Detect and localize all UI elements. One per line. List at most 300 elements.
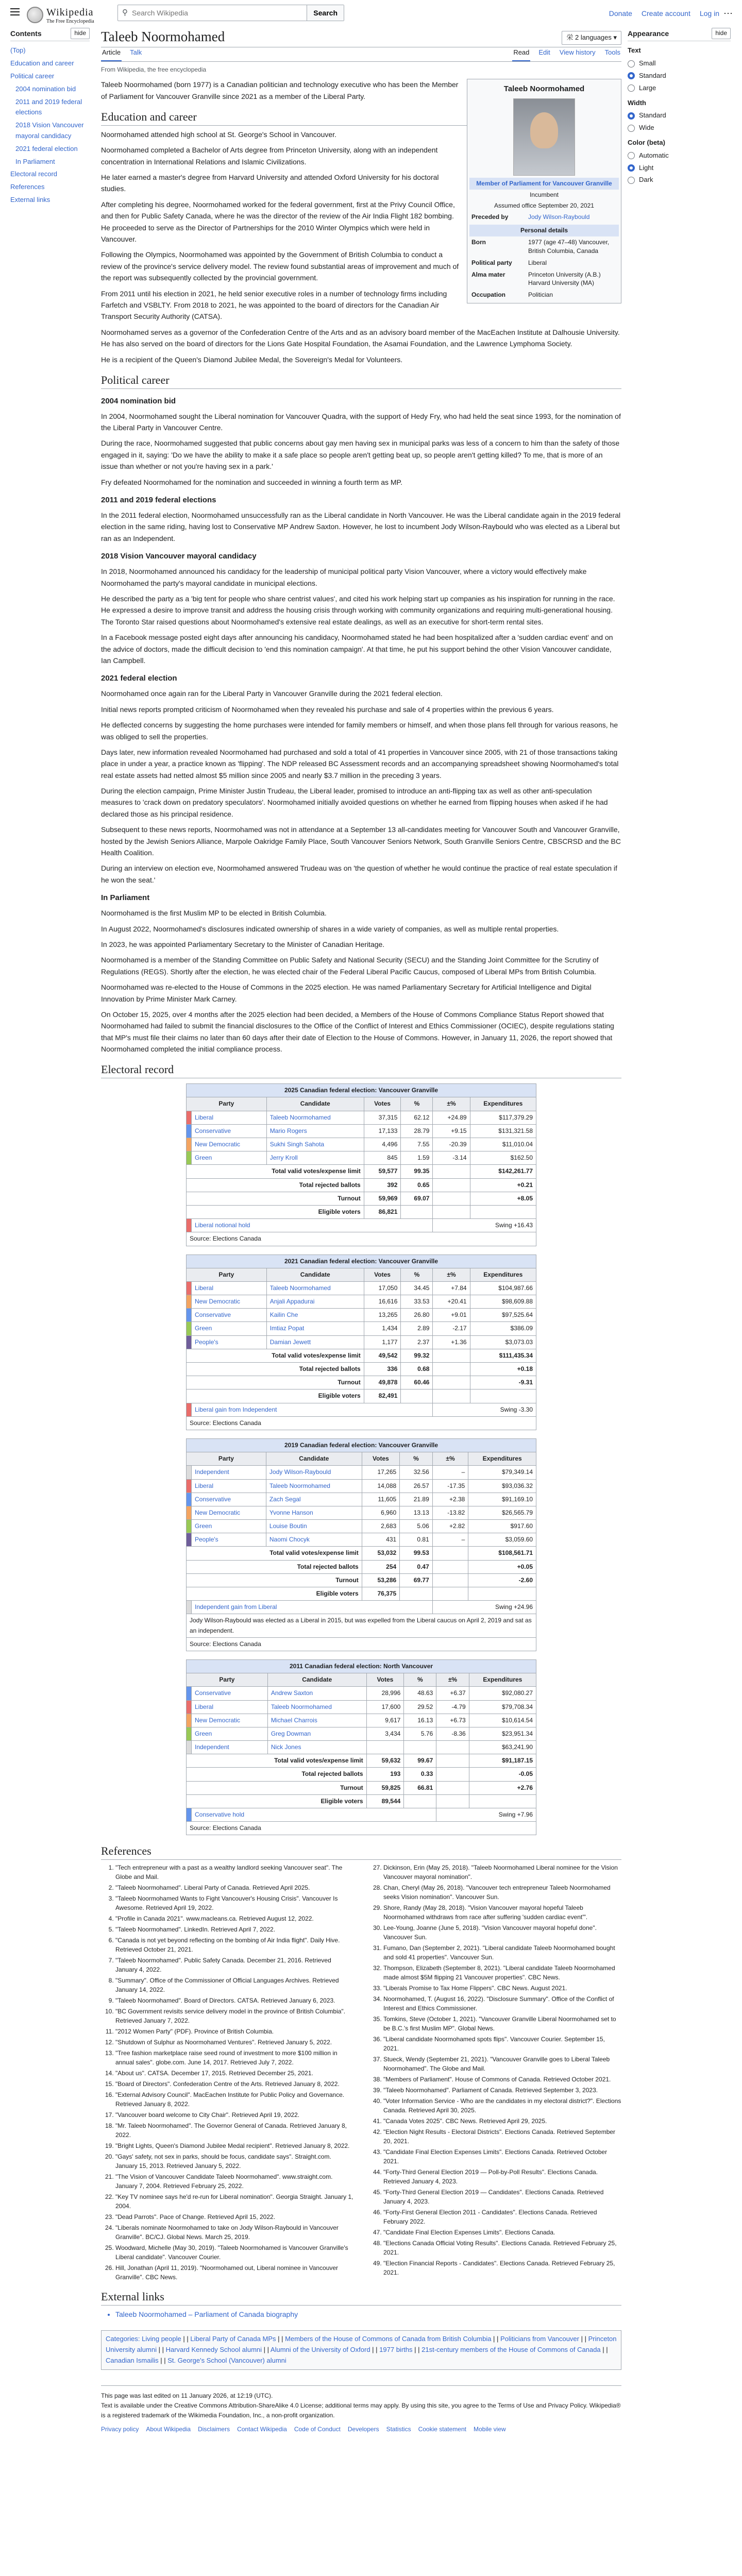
blank-cell	[433, 1376, 470, 1389]
party-color-swatch	[187, 1741, 192, 1754]
table-row	[187, 1741, 536, 1754]
reference-item[interactable]: 9. "Taleeb Noormohamed". Board of Directors. CATSA. Retrieved January 6, 2023.	[115, 1996, 353, 2005]
column-header: Votes	[362, 1452, 399, 1466]
toc-item[interactable]: Education and career	[10, 59, 74, 67]
totals-label: Total valid votes/expense limit	[187, 1754, 367, 1768]
party-color-swatch	[187, 1151, 192, 1165]
exp-cell: $3,059.60	[468, 1533, 536, 1547]
infobox-incumbent: Incumbent	[529, 191, 559, 199]
toc-item[interactable]: 2021 federal election	[15, 144, 78, 152]
pct-cell: 99.35	[401, 1165, 433, 1178]
reference-item[interactable]: 43. "Candidate Final Election Expenses Limits". Elections Canada. Retrieved October 2021.	[383, 2147, 621, 2166]
election-table	[186, 1083, 536, 1246]
candidate-cell[interactable]: Taleeb Noormohamed	[266, 1281, 364, 1295]
option-label: Dark	[639, 176, 653, 184]
main-menu-icon[interactable]	[10, 8, 20, 15]
column-header: Expenditures	[470, 1097, 536, 1111]
pct-cell: 99.32	[401, 1349, 433, 1362]
tab-article[interactable]: Article	[101, 47, 122, 61]
column-header: Candidate	[267, 1673, 366, 1687]
body-paragraph: In 2018, Noormohamed announced his candidacy for the leadership of municipal political party Vision Vancouver, where a victory would effectively make Noormohamed the party's mayoral candidate in municipal elections.	[101, 567, 587, 587]
votes-cell: 28,996	[366, 1687, 404, 1700]
candidate-cell[interactable]: Anjali Appadurai	[266, 1295, 364, 1309]
category-link[interactable]: | St. George's School (Vancouver) alumni	[164, 2357, 286, 2364]
pct-cell: 26.57	[400, 1479, 433, 1493]
infobox	[467, 79, 621, 303]
votes-cell: 13,265	[364, 1309, 401, 1322]
election-source: Source: Elections Canada	[187, 1416, 536, 1430]
result-row	[187, 1808, 536, 1822]
candidate-cell[interactable]: Jerry Kroll	[266, 1151, 364, 1165]
reference-item[interactable]: 41. "Canada Votes 2025". CBC News. Retrieved April 29, 2025.	[383, 2116, 621, 2126]
pct-cell: 99.67	[404, 1754, 436, 1768]
toc-item[interactable]: Electoral record	[10, 170, 58, 178]
category-link[interactable]: | 21st-century members of the House of Commons of Canada	[418, 2346, 601, 2353]
totals-row	[187, 1560, 536, 1573]
result-row	[187, 1601, 536, 1614]
appearance-option[interactable]	[628, 110, 731, 121]
party-color-swatch	[187, 1295, 192, 1309]
pct-cell: 34.45	[401, 1281, 433, 1295]
option-label: Standard	[639, 71, 666, 79]
party-cell[interactable]: Green	[192, 1322, 267, 1335]
infobox-row-label: Political party	[471, 259, 512, 266]
option-label: Small	[639, 59, 656, 67]
body-paragraph: He described the party as a 'big tent for people who share centrist values', and cited his work helping start up companies as his inspiration for running in the race. He expressed a desire to improve transit and address the housing crisis through working with community organizations and requiring multi-generational housing. The Toronto Star raised questions about Noormohamed's extensive real estate dealings, as well as an executive for short-term rental sites.	[101, 594, 615, 626]
infobox-row	[469, 236, 619, 257]
candidate-cell[interactable]: Nick Jones	[267, 1741, 366, 1754]
infobox-row	[469, 289, 619, 301]
exp-cell	[469, 1794, 536, 1808]
reference-item[interactable]: 31. Fumano, Dan (September 2, 2021). "Liberal candidate Taleeb Noormohamed bought and sold 41 properties". Vancouver Sun.	[383, 1943, 621, 1962]
reference-item[interactable]: 28. Chan, Cheryl (May 26, 2018). "Vancouver tech entrepreneur Taleeb Noormohamed seeks Vision nomination". Vancouver Sun.	[383, 1883, 621, 1902]
pct-cell: 32.56	[400, 1466, 433, 1479]
category-link[interactable]: Living people	[142, 2335, 181, 2343]
body-paragraph: He later earned a master's degree from Harvard University and attended Oxford University for his doctoral studies.	[101, 173, 439, 193]
wordmark: Wikipedia	[46, 7, 94, 18]
candidate-cell[interactable]: Sukhi Singh Sahota	[266, 1138, 364, 1151]
radio-button[interactable]	[628, 72, 635, 79]
reference-item[interactable]: 17. "Vancouver board welcome to City Chair". Retrieved April 19, 2022.	[115, 2110, 353, 2120]
reference-item[interactable]: 33. "Liberals Promise to Tax Home Flippers". CBC News. August 2021.	[383, 1984, 621, 1993]
toc-item[interactable]: In Parliament	[15, 157, 55, 165]
exp-cell: $10,614.54	[469, 1714, 536, 1727]
reference-item[interactable]: 10. "BC Government revisits service delivery model in the province of British Columbia". Retrieved January 7, 2022.	[115, 2007, 353, 2025]
pct-cell: 21.89	[400, 1493, 433, 1506]
column-header: Party	[187, 1673, 268, 1687]
toc-item[interactable]: 2018 Vision Vancouver mayoral candidacy	[15, 121, 84, 140]
infobox-row-label: Occupation	[471, 291, 506, 299]
party-color-swatch	[187, 1727, 192, 1740]
body-paragraph: During an interview on election eve, Noormohamed answered Trudeau was on 'the question of whether he would continue the practice of real estate speculation if he won the seat.'	[101, 864, 617, 884]
tab-tools[interactable]: Tools	[604, 48, 620, 57]
pm-cell: +24.89	[433, 1111, 470, 1124]
reference-item[interactable]: 26. Hill, Jonathan (April 11, 2019). "Noormohamed out, Liberal nominee in Vancouver Granville". CBC News.	[115, 2263, 353, 2282]
party-cell[interactable]: People's	[192, 1533, 266, 1547]
column-header: ±%	[432, 1452, 468, 1466]
donate-link[interactable]: Donate	[609, 9, 632, 18]
footer-link[interactable]: Mobile view	[473, 2426, 506, 2433]
more-options-icon[interactable]: ⋯	[723, 8, 733, 19]
reference-item[interactable]: 11. "2012 Women Party" (PDF). Province of British Columbia.	[115, 2027, 353, 2036]
result-cell[interactable]: Independent gain from Liberal	[192, 1601, 433, 1614]
body-paragraph: From 2011 until his election in 2021, he held senior executive roles in a number of technology firms including Farfetch and VSBLTY. From 2018 to 2021, he was appointed to the board of directors for the Canadian Air Transport Security Authority (CATSA).	[101, 289, 447, 321]
column-header: Party	[187, 1452, 266, 1466]
body-paragraph: Noormohamed serves as a governor of the Confederation Centre of the Arts and as an advisory board member of the MacEachen Institute at Dalhousie University. He has also served on the board of directors for the Lions Gate Hospital Foundation, the Asamai Foundation, and the Lawrence Lymphoma Society.	[101, 328, 620, 348]
party-cell[interactable]: Conservative	[192, 1309, 267, 1322]
reference-item[interactable]: 40. "Voter Information Service - Who are the candidates in my electoral district?". Elections Canada. Retrieved April 30, 2025.	[383, 2096, 621, 2115]
party-cell[interactable]: Green	[192, 1151, 267, 1165]
reference-item[interactable]: 49. "Election Financial Reports - Candidates". Elections Canada. Retrieved February 25, 2021.	[383, 2259, 621, 2277]
reference-item[interactable]: 6. "Canada is not yet beyond reflecting on the bombing of Air India flight". Daily Hive. Retrieved October 21, 2021.	[115, 1936, 353, 1954]
candidate-cell[interactable]: Kailin Che	[266, 1309, 364, 1322]
party-cell[interactable]: Green	[192, 1520, 266, 1533]
appearance-hide-button[interactable]: hide	[712, 28, 731, 39]
reference-item[interactable]: 3. "Taleeb Noormohamed Wants to Fight Vancouver's Housing Crisis". Vancouver Is Awesome. Retrieved April 19, 2022.	[115, 1894, 353, 1912]
totals-label: Eligible voters	[187, 1389, 364, 1403]
reference-item[interactable]: 25. Woodward, Michelle (May 30, 2019). "Taleeb Noormohamed is Vancouver Granville's Liberal candidate". Vancouver Courier.	[115, 2243, 353, 2262]
votes-cell: 86,821	[364, 1205, 401, 1218]
reference-item[interactable]: 38. "Members of Parliament". House of Commons of Canada. Retrieved October 2021.	[383, 2075, 621, 2084]
candidate-cell[interactable]: Taleeb Noormohamed	[266, 1111, 364, 1124]
exp-cell: $162.50	[470, 1151, 536, 1165]
reference-item[interactable]: 23. "Dead Parrots". Pace of Change. Retrieved April 15, 2022.	[115, 2212, 353, 2222]
page-footer	[101, 2385, 621, 2435]
votes-cell: 193	[366, 1768, 404, 1781]
pm-cell: +9.15	[433, 1124, 470, 1138]
reference-item[interactable]: 1. "Tech entrepreneur with a past as a wealthy landlord seeking Vancouver seat". The Globe and Mail.	[115, 1863, 353, 1882]
pct-cell: 62.12	[401, 1111, 433, 1124]
reference-item[interactable]: 18. "Mr. Taleeb Noormohamed". The Governor General of Canada. Retrieved January 8, 2022.	[115, 2121, 353, 2140]
radio-button[interactable]	[628, 164, 635, 172]
infobox-row-value: Politician	[528, 291, 553, 299]
pm-cell: +2.82	[432, 1520, 468, 1533]
footer-link[interactable]: Privacy policy	[101, 2426, 139, 2433]
votes-cell	[366, 1741, 404, 1754]
totals-label: Eligible voters	[187, 1205, 364, 1218]
blank-cell	[433, 1389, 470, 1403]
column-header: Party	[187, 1268, 267, 1281]
portrait-image[interactable]	[513, 98, 575, 176]
toc-item[interactable]: Political career	[10, 72, 55, 80]
footer-link[interactable]: Developers	[347, 2426, 379, 2433]
votes-cell: 49,878	[364, 1376, 401, 1389]
totals-label: Total rejected ballots	[187, 1768, 367, 1781]
votes-cell: 1,434	[364, 1322, 401, 1335]
search-input[interactable]	[128, 6, 307, 20]
reference-item[interactable]: 29. Shore, Randy (May 28, 2018). "Vision Vancouver mayoral hopeful Taleeb Noormohamed withdraws from race after suffering 'sudden cardiac event'".	[383, 1903, 621, 1922]
party-color-swatch	[187, 1533, 192, 1547]
reference-item[interactable]: 4. "Profile in Canada 2021". www.macleans.ca. Retrieved August 12, 2022.	[115, 1914, 353, 1923]
footer-link[interactable]: About Wikipedia	[146, 2426, 191, 2433]
search-button[interactable]: Search	[307, 5, 344, 21]
result-cell[interactable]: Conservative hold	[192, 1808, 436, 1822]
footer-link[interactable]: Contact Wikipedia	[237, 2426, 287, 2433]
totals-row	[187, 1573, 536, 1587]
column-header: Votes	[364, 1268, 401, 1281]
reference-item[interactable]: 2. "Taleeb Noormohamed". Liberal Party of Canada. Retrieved April 2025.	[115, 1883, 353, 1892]
reference-item[interactable]: 14. "About us". CATSA. December 17, 2015. Retrieved December 25, 2021.	[115, 2069, 353, 2078]
radio-button[interactable]	[628, 84, 635, 92]
party-color-swatch	[187, 1309, 192, 1322]
reference-item[interactable]: 36. "Liberal candidate Noormohamed spots flips". Vancouver Courier. September 15, 2021.	[383, 2035, 621, 2053]
candidate-cell[interactable]: Andrew Saxton	[267, 1687, 366, 1700]
footer-link[interactable]: Cookie statement	[418, 2426, 466, 2433]
reference-item[interactable]: 44. "Forty-Third General Election 2019 — Poll-by-Poll Results". Elections Canada. Retrieved January 4, 2023.	[383, 2167, 621, 2186]
user-links	[609, 8, 719, 19]
candidate-cell[interactable]: Naomi Chocyk	[266, 1533, 362, 1547]
pct-cell: 0.33	[404, 1768, 436, 1781]
radio-button[interactable]	[628, 177, 635, 184]
reference-item[interactable]: 30. Lee-Young, Joanne (June 5, 2018). "Vision Vancouver mayoral hopeful done". Vancouver Sun.	[383, 1923, 621, 1942]
party-cell[interactable]: Conservative	[192, 1493, 266, 1506]
exp-cell: $97,525.64	[470, 1309, 536, 1322]
tab-view-history[interactable]: View history	[559, 48, 596, 57]
reference-item[interactable]: 8. "Summary". Office of the Commissioner of Official Languages Archives. Retrieved January 14, 2022.	[115, 1976, 353, 1994]
color-label: Color (beta)	[628, 138, 665, 146]
pm-cell: –	[432, 1533, 468, 1547]
reference-item[interactable]: 5. "Taleeb Noormohamed". LinkedIn. Retrieved April 7, 2022.	[115, 1925, 353, 1934]
width-label: Width	[628, 98, 646, 107]
external-link[interactable]: • Taleeb Noormohamed – Parliament of Canada biography	[115, 2309, 621, 2320]
appearance-option[interactable]	[628, 175, 731, 185]
footer-link[interactable]: Disclaimers	[198, 2426, 230, 2433]
candidate-cell[interactable]: Yvonne Hanson	[266, 1506, 362, 1519]
reference-item[interactable]: 42. "Election Night Results - Electoral Districts". Elections Canada. Retrieved September 20, 2021.	[383, 2127, 621, 2146]
infobox-row-value: Liberal	[528, 259, 547, 266]
language-button[interactable]: 栄 2 languages ▾	[562, 31, 621, 45]
toc-item[interactable]: 2011 and 2019 federal elections	[15, 97, 82, 116]
votes-cell: 254	[362, 1560, 399, 1573]
column-header: Candidate	[266, 1452, 362, 1466]
toc-item[interactable]: 2004 nomination bid	[15, 84, 76, 93]
election-note: Jody Wilson-Raybould was elected as a Liberal in 2015, but was expelled from the Liberal caucus on April 2, 2019 and sat as an independent.	[187, 1614, 536, 1637]
blank-cell	[432, 1573, 468, 1587]
appearance-option[interactable]	[628, 150, 731, 161]
footer-link[interactable]: Statistics	[386, 2426, 411, 2433]
table-row	[187, 1335, 536, 1349]
candidate-cell[interactable]: Zach Segal	[266, 1493, 362, 1506]
column-header: Votes	[366, 1673, 404, 1687]
election-source: Source: Elections Canada	[187, 1822, 536, 1835]
tab-edit[interactable]: Edit	[538, 48, 550, 57]
party-cell[interactable]: Liberal	[192, 1281, 267, 1295]
party-color-swatch	[187, 1479, 192, 1493]
reference-item[interactable]: 15. "Board of Directors". Confederation Centre of the Arts. Retrieved January 8, 2022.	[115, 2079, 353, 2089]
candidate-cell[interactable]: Taleeb Noormohamed	[266, 1479, 362, 1493]
reference-item[interactable]: 32. Thompson, Elizabeth (September 8, 2021). "Liberal candidate Taleeb Noormohamed made almost $5M flipping 21 Vancouver properties". CBC News.	[383, 1963, 621, 1982]
appearance-option[interactable]	[628, 71, 731, 81]
from-wikipedia: From Wikipedia, the free encyclopedia	[101, 66, 207, 74]
candidate-cell[interactable]: Greg Dowman	[267, 1727, 366, 1740]
blank-cell	[433, 1165, 470, 1178]
pct-cell: 2.37	[401, 1335, 433, 1349]
candidate-cell[interactable]: Damian Jewett	[266, 1335, 364, 1349]
tab-talk[interactable]: Talk	[130, 48, 142, 57]
toc-item[interactable]: References	[10, 183, 45, 191]
pm-cell: –	[432, 1466, 468, 1479]
party-color-swatch	[187, 1493, 192, 1506]
reference-item[interactable]: 46. "Forty-First General Election 2011 - Candidates". Elections Canada. Retrieved February 2022.	[383, 2208, 621, 2226]
votes-cell: 4,496	[364, 1138, 401, 1151]
radio-button[interactable]	[628, 60, 635, 67]
body-paragraph: In August 2022, Noormohamed's disclosures indicated ownership of shares in a wide variety of companies, as well as multiple rental properties.	[101, 924, 559, 933]
reference-item[interactable]: 21. "The Vision of Vancouver Candidate Taleeb Noormohamed". www.straight.com. January 7, 2004. Retrieved February 25, 2022.	[115, 2172, 353, 2191]
blank-cell	[433, 1205, 470, 1218]
appearance-option[interactable]	[628, 83, 731, 94]
result-cell[interactable]: Liberal gain from Independent	[192, 1403, 433, 1416]
table-row	[187, 1533, 536, 1547]
reference-item[interactable]: 22. "Key TV nominee says he'd re-run for Liberal nomination". Georgia Straight. January 1, 2004.	[115, 2192, 353, 2211]
exp-cell: $111,435.34	[470, 1349, 536, 1362]
candidate-cell[interactable]: Imtiaz Popat	[266, 1322, 364, 1335]
party-cell[interactable]: Liberal	[192, 1479, 266, 1493]
votes-cell: 37,315	[364, 1111, 401, 1124]
totals-label: Total valid votes/expense limit	[187, 1547, 362, 1560]
category-link[interactable]: | Politicians from Vancouver	[497, 2335, 579, 2343]
reference-item[interactable]: 7. "Taleeb Noormohamed". Public Safety Canada. December 21, 2016. Retrieved January 4, 2022.	[115, 1956, 353, 1974]
radio-button[interactable]	[628, 152, 635, 159]
votes-cell: 59,577	[364, 1165, 401, 1178]
preceded-by-link[interactable]: Jody Wilson-Raybould	[528, 213, 590, 221]
candidate-cell[interactable]: Jody Wilson-Raybould	[266, 1466, 362, 1479]
column-header: Candidate	[266, 1268, 364, 1281]
reference-item[interactable]: 12. "Shutdown of Sulphur as Noormohamed Ventures". Retrieved January 5, 2022.	[115, 2038, 353, 2047]
candidate-cell[interactable]: Louise Boutin	[266, 1520, 362, 1533]
exp-cell: $142,261.77	[470, 1165, 536, 1178]
table-row	[187, 1506, 536, 1519]
tab-read[interactable]: Read	[512, 47, 530, 61]
party-cell[interactable]: New Democratic	[192, 1714, 268, 1727]
blank-cell	[433, 1178, 470, 1192]
votes-cell: 76,375	[362, 1587, 399, 1601]
blank-cell	[436, 1768, 469, 1781]
party-cell[interactable]: Conservative	[192, 1124, 267, 1138]
pm-cell: +7.84	[433, 1281, 470, 1295]
party-cell[interactable]: Independent	[192, 1466, 266, 1479]
party-cell[interactable]: New Democratic	[192, 1138, 267, 1151]
body-paragraph: Following the Olympics, Noormohamed was appointed by the Government of British Columbia to conduct a review of the province's service delivery model. The review found substantial areas of improvement and much of the report was subsequently collected by the provincial government.	[101, 250, 459, 282]
radio-button[interactable]	[628, 125, 635, 132]
login-link[interactable]: Log in	[699, 9, 719, 18]
party-cell[interactable]: Liberal	[192, 1111, 267, 1124]
reference-item[interactable]: 16. "External Advisory Council". MacEachen Institute for Public Policy and Governance. Retrieved January 8, 2022.	[115, 2090, 353, 2109]
totals-row	[187, 1363, 536, 1376]
reference-item[interactable]: 37. Stueck, Wendy (September 21, 2021). "Vancouver Granville goes to Liberal Taleeb Noormohamed". The Globe and Mail.	[383, 2055, 621, 2073]
votes-cell: 11,605	[362, 1493, 399, 1506]
candidate-cell[interactable]: Taleeb Noormohamed	[267, 1700, 366, 1714]
toc-hide-button[interactable]: hide	[71, 28, 90, 39]
reference-item[interactable]: 34. Noormohamed, T. (August 16, 2022). "Disclosure Summary". Office of the Conflict of Interest and Ethics Commissioner.	[383, 1994, 621, 2013]
party-cell[interactable]: Conservative	[192, 1687, 268, 1700]
radio-button[interactable]	[628, 112, 635, 120]
column-header: %	[401, 1268, 433, 1281]
swing-cell: Swing +7.96	[436, 1808, 536, 1822]
pct-cell: 1.59	[401, 1151, 433, 1165]
exp-cell: +8.05	[470, 1192, 536, 1205]
category-link[interactable]: | 1977 births	[376, 2346, 412, 2353]
pct-cell: 26.80	[401, 1309, 433, 1322]
party-cell[interactable]: New Democratic	[192, 1506, 266, 1519]
table-row	[187, 1479, 536, 1493]
option-label: Light	[639, 163, 654, 172]
result-row	[187, 1219, 536, 1232]
category-link[interactable]: | Princeton University alumni	[106, 2335, 617, 2353]
reference-item[interactable]: 27. Dickinson, Erin (May 25, 2018). "Taleeb Noormohamed Liberal nominee for the Vision Vancouver mayoral nomination".	[383, 1863, 621, 1882]
pct-cell: 0.81	[400, 1533, 433, 1547]
column-header: %	[404, 1673, 436, 1687]
category-link[interactable]: | Harvard Kennedy School alumni	[162, 2346, 262, 2353]
appearance-option[interactable]	[628, 58, 731, 69]
party-color-swatch	[187, 1111, 192, 1124]
pct-cell: 48.63	[404, 1687, 436, 1700]
totals-row	[187, 1794, 536, 1808]
table-row	[187, 1466, 536, 1479]
election-source: Source: Elections Canada	[187, 1637, 536, 1651]
wikipedia-logo[interactable]	[27, 4, 94, 26]
body-paragraph: In the 2011 federal election, Noormohamed unsuccessfully ran as the Liberal candidate in North Vancouver. He was the Liberal candidate again in the 2019 federal election in the same riding, having lost to Conservative MP Andrew Saxton. However, he lost to incumbent Jody Wilson-Raybould who was elected as a Liberal but ran as an Independent.	[101, 511, 621, 543]
reference-item[interactable]: 47. "Candidate Final Election Expenses Limits". Elections Canada.	[383, 2228, 621, 2237]
pm-cell: +2.38	[432, 1493, 468, 1506]
reference-item[interactable]: 48. "Elections Canada Official Voting Results". Elections Canada. Retrieved February 25, 2021.	[383, 2239, 621, 2257]
party-cell[interactable]: People's	[192, 1335, 267, 1349]
pct-cell	[401, 1205, 433, 1218]
result-cell[interactable]: Liberal notional hold	[192, 1219, 433, 1232]
party-cell[interactable]: New Democratic	[192, 1295, 267, 1309]
reference-item[interactable]: 39. "Taleeb Noormohamed". Parliament of Canada. Retrieved September 3, 2023.	[383, 2086, 621, 2095]
party-cell[interactable]: Green	[192, 1727, 268, 1740]
appearance-option[interactable]	[628, 163, 731, 174]
category-link[interactable]: | Liberal Party of Canada MPs	[187, 2335, 276, 2343]
reference-item[interactable]: 20. "Gays' safety, not sex in parks, should be focus, candidate says". Straight.com. January 15, 2013. Retrieved January 5, 2022.	[115, 2152, 353, 2171]
candidate-cell[interactable]: Michael Charrois	[267, 1714, 366, 1727]
totals-row	[187, 1781, 536, 1794]
categories-label[interactable]: Categories:	[106, 2335, 140, 2343]
exp-cell: $93,036.32	[468, 1479, 536, 1493]
votes-cell: 9,617	[366, 1714, 404, 1727]
pct-cell: 0.68	[401, 1363, 433, 1376]
text-size-label: Text	[628, 46, 641, 55]
reference-item[interactable]: 35. Tomkins, Steve (October 1, 2021). "Vancouver Granville Liberal Noormohamed set to be B.C.'s first Muslim MP". Global News.	[383, 2014, 621, 2033]
pct-cell: 99.53	[400, 1547, 433, 1560]
toc-item[interactable]: External links	[10, 195, 50, 204]
votes-cell: 845	[364, 1151, 401, 1165]
election-source: Source: Elections Canada	[187, 1232, 536, 1246]
pct-cell: 7.55	[401, 1138, 433, 1151]
reference-item[interactable]: 45. "Forty-Third General Election 2019 — Candidates". Elections Canada. Retrieved January 4, 2023.	[383, 2188, 621, 2206]
reference-item[interactable]: 13. "Tree fashion marketplace raise seed round of investment to more $100 million in annual sales". globe.com. June 14, 2017. Retrieved July 7, 2022.	[115, 2048, 353, 2067]
candidate-cell[interactable]: Mario Rogers	[266, 1124, 364, 1138]
toc-item[interactable]: (Top)	[10, 46, 26, 55]
footer-link[interactable]: Code of Conduct	[294, 2426, 341, 2433]
category-link[interactable]: | Canadian Ismailis	[106, 2346, 608, 2364]
option-label: Automatic	[639, 151, 669, 159]
preceded-by-label: Preceded by	[471, 213, 509, 221]
reference-item[interactable]: 24. "Liberals nominate Noormohamed to take on Jody Wilson-Raybould in Vancouver Granville". BC/CJ. Global News. March 25, 2019.	[115, 2223, 353, 2242]
party-cell[interactable]: Independent	[192, 1741, 268, 1754]
column-header: ±%	[433, 1268, 470, 1281]
party-cell[interactable]: Liberal	[192, 1700, 268, 1714]
table-row	[187, 1520, 536, 1533]
category-link[interactable]: | Members of the House of Commons of Canada from British Columbia	[281, 2335, 491, 2343]
exp-cell: $26,565.79	[468, 1506, 536, 1519]
category-link[interactable]: | Alumni of the University of Oxford	[267, 2346, 370, 2353]
election-table	[186, 1255, 536, 1430]
reference-item[interactable]: 19. "Bright Lights, Queen's Diamond Jubilee Medal recipient". Retrieved January 8, 2022.	[115, 2141, 353, 2150]
create-account-link[interactable]: Create account	[641, 9, 690, 18]
appearance-option[interactable]	[628, 123, 731, 133]
page-tabs	[101, 47, 621, 62]
